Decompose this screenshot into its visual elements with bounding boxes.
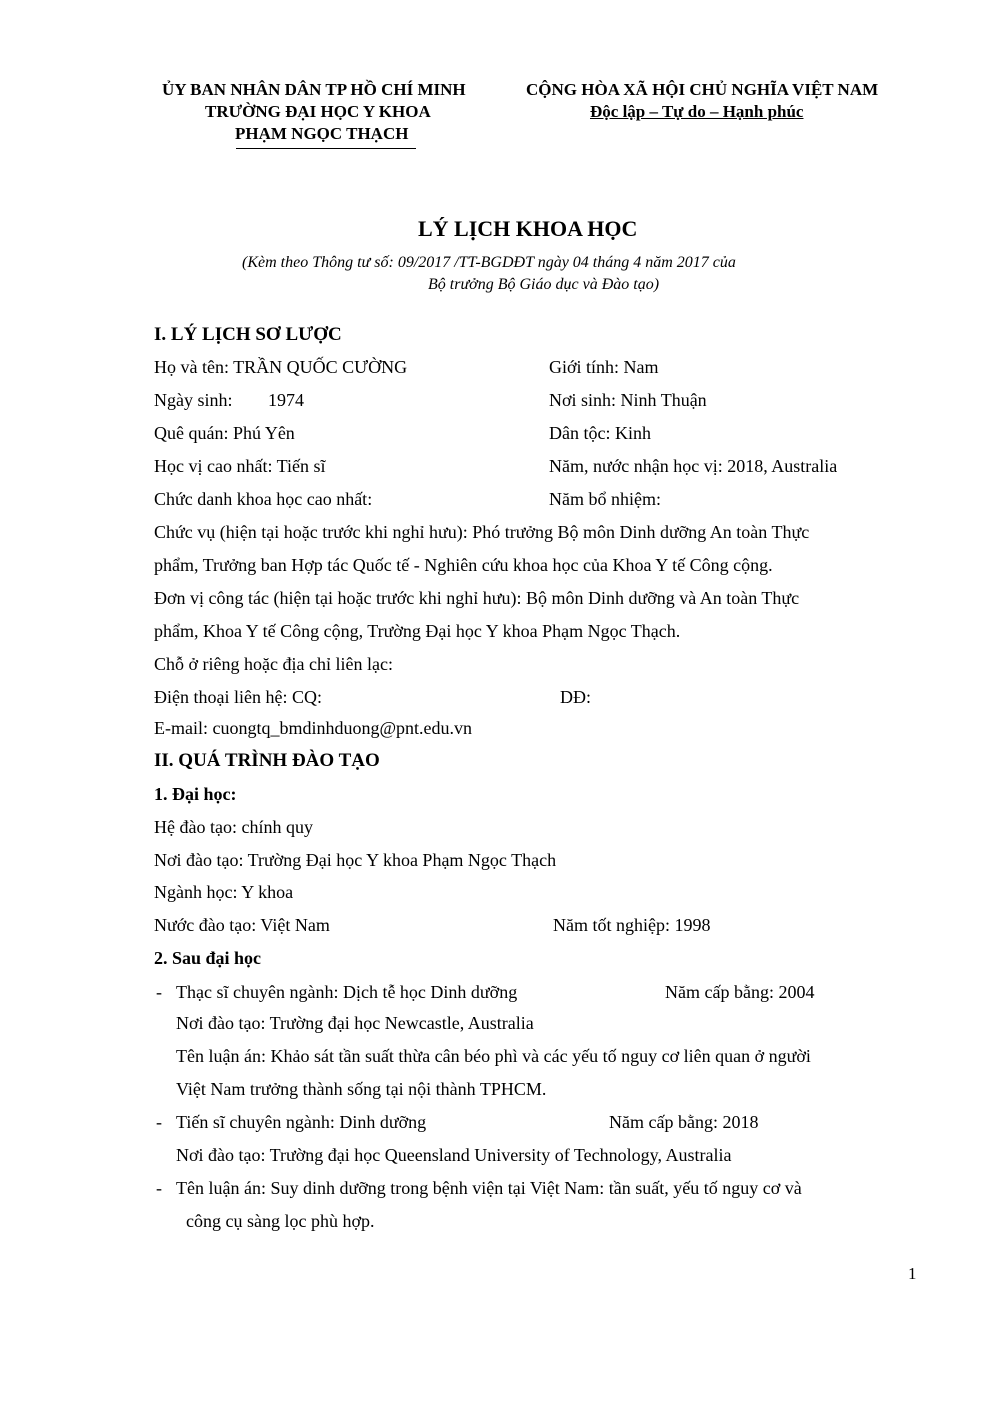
section1-heading: I. LÝ LỊCH SƠ LƯỢC xyxy=(154,324,342,345)
field-gender: Giới tính: Nam xyxy=(549,357,659,377)
field-hometown: Quê quán: Phú Yên xyxy=(154,423,295,443)
field-dob-value: 1974 xyxy=(268,390,304,410)
subtitle-line1: (Kèm theo Thông tư số: 09/2017 /TT-BGDĐT ngày 04 tháng 4 năm 2017 của xyxy=(242,254,736,271)
field-country: Nước đào tạo: Việt Nam xyxy=(154,915,330,935)
header-left-line1: ỦY BAN NHÂN DÂN TP HỒ CHÍ MINH xyxy=(162,80,466,99)
field-masters-thesis-line2: Việt Nam trưởng thành sống tại nội thành TPHCM. xyxy=(176,1079,547,1099)
field-dob-label: Ngày sinh: xyxy=(154,390,233,410)
section2-heading: II. QUÁ TRÌNH ĐÀO TẠO xyxy=(154,750,380,771)
field-email: E-mail: cuongtq_bmdinhduong@pnt.edu.vn xyxy=(154,718,473,738)
field-degree-year: Năm, nước nhận học vị: 2018, Australia xyxy=(549,456,838,476)
field-phd-thesis-line1: Tên luận án: Suy dinh dưỡng trong bệnh viện tại Việt Nam: tần suất, yếu tố nguy cơ và xyxy=(176,1178,802,1198)
header-motto: Độc lập – Tự do – Hạnh phúc xyxy=(590,102,804,121)
field-grad-year: Năm tốt nghiệp: 1998 xyxy=(553,915,711,935)
header-left-line3: PHẠM NGỌC THẠCH xyxy=(235,124,409,143)
phd-bullet: - xyxy=(156,1112,162,1132)
header-left-line2: TRƯỜNG ĐẠI HỌC Y KHOA xyxy=(205,102,431,121)
field-name: Họ và tên: TRẦN QUỐC CƯỜNG xyxy=(154,357,408,377)
field-workplace-line2: phẩm, Khoa Y tế Công cộng, Trường Đại học Y khoa Phạm Ngọc Thạch. xyxy=(154,621,681,641)
field-degree: Học vị cao nhất: Tiến sĩ xyxy=(154,456,326,476)
field-masters-thesis-line1: Tên luận án: Khảo sát tần suất thừa cân béo phì và các yếu tố nguy cơ liên quan ở người xyxy=(176,1046,811,1066)
header-left-rule xyxy=(236,148,416,149)
field-masters-place: Nơi đào tạo: Trường đại học Newcastle, Australia xyxy=(176,1013,534,1033)
field-phd-major: Tiến sĩ chuyên ngành: Dinh dưỡng xyxy=(176,1112,427,1132)
field-appointment-year: Năm bổ nhiệm: xyxy=(549,489,661,509)
field-mobile: DĐ: xyxy=(560,687,591,707)
field-workplace-line1: Đơn vị công tác (hiện tại hoặc trước khi nghỉ hưu): Bộ môn Dinh dưỡng và An toàn Thực xyxy=(154,588,800,608)
field-academic-title: Chức danh khoa học cao nhất: xyxy=(154,489,373,509)
field-position-line2: phẩm, Trưởng ban Hợp tác Quốc tế - Nghiên cứu khoa học của Khoa Y tế Công cộng. xyxy=(154,555,773,575)
field-major: Ngành học: Y khoa xyxy=(154,882,294,902)
field-phone: Điện thoại liên hệ: CQ: xyxy=(154,687,322,707)
page-number: 1 xyxy=(908,1264,917,1283)
field-masters-major: Thạc sĩ chuyên ngành: Dịch tễ học Dinh dưỡng xyxy=(176,982,518,1002)
page-title: LÝ LỊCH KHOA HỌC xyxy=(418,216,638,241)
field-ethnicity: Dân tộc: Kinh xyxy=(549,423,651,443)
header-right-line1: CỘNG HÒA XÃ HỘI CHỦ NGHĨA VIỆT NAM xyxy=(526,80,879,99)
undergrad-heading: 1. Đại học: xyxy=(154,784,237,804)
field-training-place: Nơi đào tạo: Trường Đại học Y khoa Phạm Ngọc Thạch xyxy=(154,850,557,870)
field-phd-thesis-line2: công cụ sàng lọc phù hợp. xyxy=(186,1211,375,1231)
thesis-bullet: - xyxy=(156,1178,162,1198)
field-phd-place: Nơi đào tạo: Trường đại học Queensland University of Technology, Australia xyxy=(176,1145,732,1165)
masters-bullet: - xyxy=(156,982,162,1002)
field-masters-year: Năm cấp bằng: 2004 xyxy=(665,982,815,1002)
field-phd-year: Năm cấp bằng: 2018 xyxy=(609,1112,759,1132)
field-position-line1: Chức vụ (hiện tại hoặc trước khi nghỉ hưu): Phó trưởng Bộ môn Dinh dưỡng An toàn Thực xyxy=(154,522,810,542)
postgrad-heading: 2. Sau đại học xyxy=(154,948,262,968)
field-training-type: Hệ đào tạo: chính quy xyxy=(154,817,313,837)
field-birthplace: Nơi sinh: Ninh Thuận xyxy=(549,390,707,410)
field-address: Chỗ ở riêng hoặc địa chỉ liên lạc: xyxy=(154,654,393,674)
subtitle-line2: Bộ trưởng Bộ Giáo dục và Đào tạo) xyxy=(428,276,660,293)
